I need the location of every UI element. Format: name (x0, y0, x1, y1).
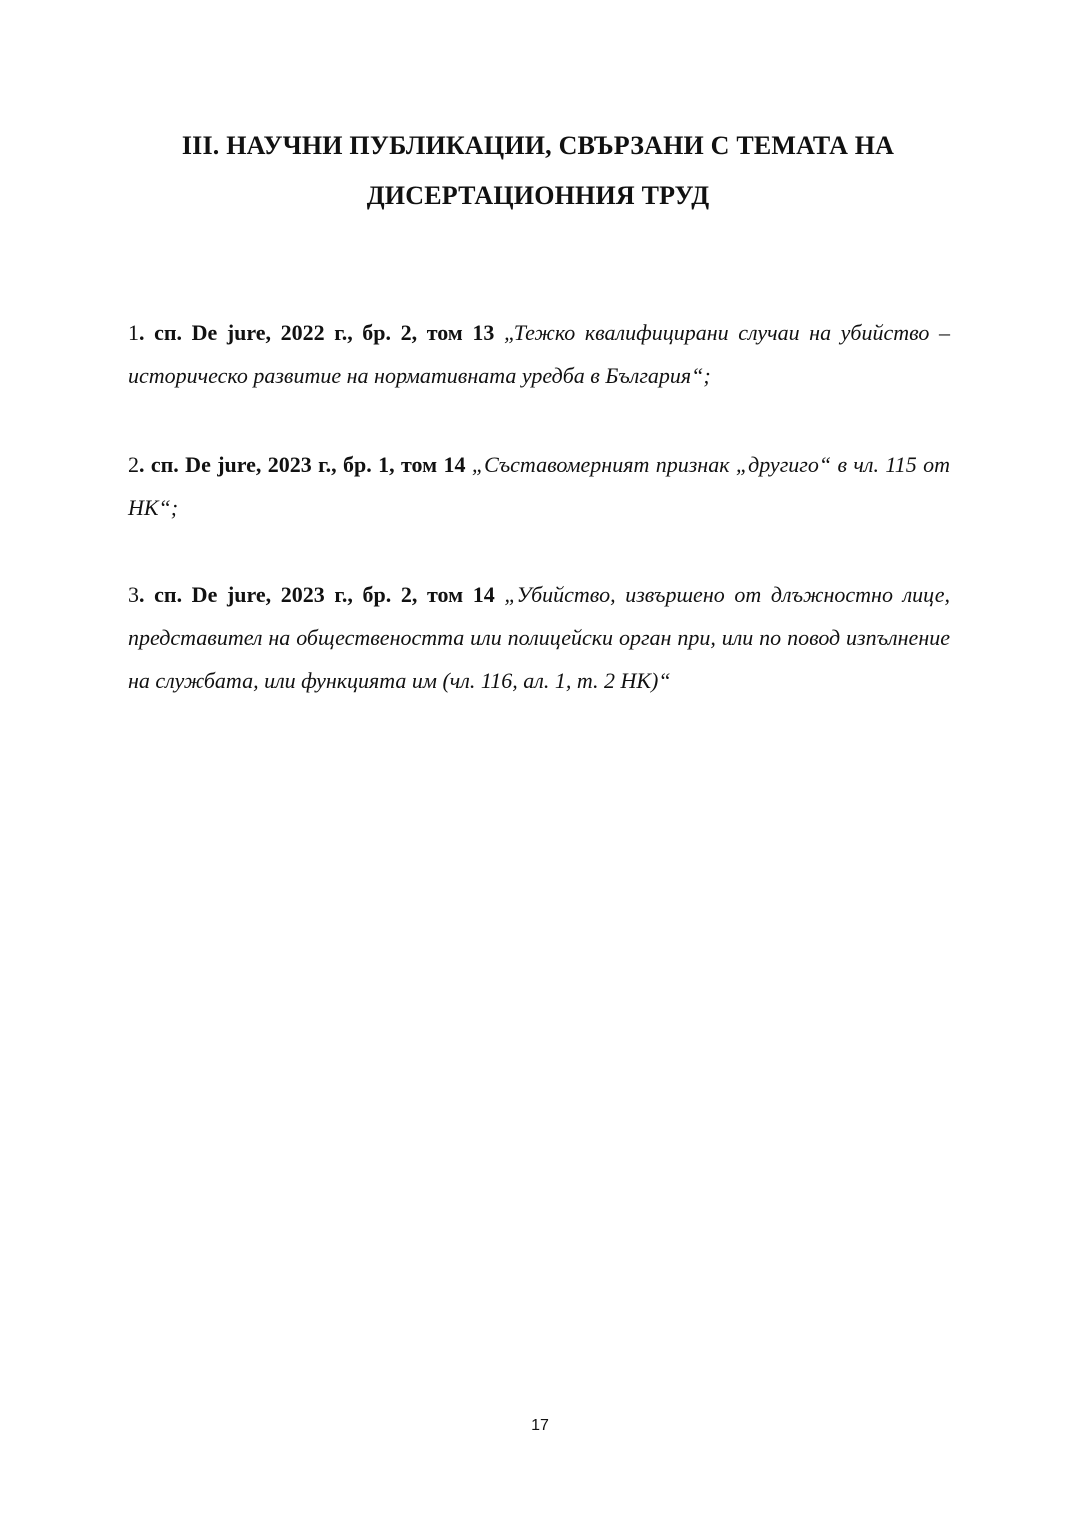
publication-number: 3 (128, 582, 139, 607)
publication-title: „Съставомерният признак „другиго“ в чл. 115 от НК“; (128, 452, 950, 520)
publication-entry-2 (128, 443, 950, 529)
section-heading-line-2: ДИСЕРТАЦИОННИЯ ТРУД (366, 181, 710, 210)
publication-title: „Тежко квалифицирани случаи на убийство – историческо развитие на нормативната уредба в България“; (128, 320, 950, 388)
publication-entry-1 (128, 311, 950, 397)
section-heading-line-1: III. НАУЧНИ ПУБЛИКАЦИИ, СВЪРЗАНИ С ТЕМАТА НА (181, 131, 895, 160)
publication-source: . сп. De jure, 2023 г., бр. 2, том 14 (139, 582, 495, 607)
publication-number: 2 (128, 452, 139, 477)
page-number: 17 (531, 1417, 549, 1434)
section-heading (128, 121, 948, 221)
publication-entry-3 (128, 573, 950, 702)
publication-title: „Убийство, извършено от длъжностно лице, представител на обществеността или полицейски орган при, или по повод изпълнение на службата, или функцията им (чл. 116, ал. 1, т. 2 НК)“ (128, 582, 950, 693)
publication-source: . сп. De jure, 2023 г., бр. 1, том 14 (139, 452, 466, 477)
publication-source: . сп. De jure, 2022 г., бр. 2, том 13 (139, 320, 495, 345)
publication-number: 1 (128, 320, 139, 345)
